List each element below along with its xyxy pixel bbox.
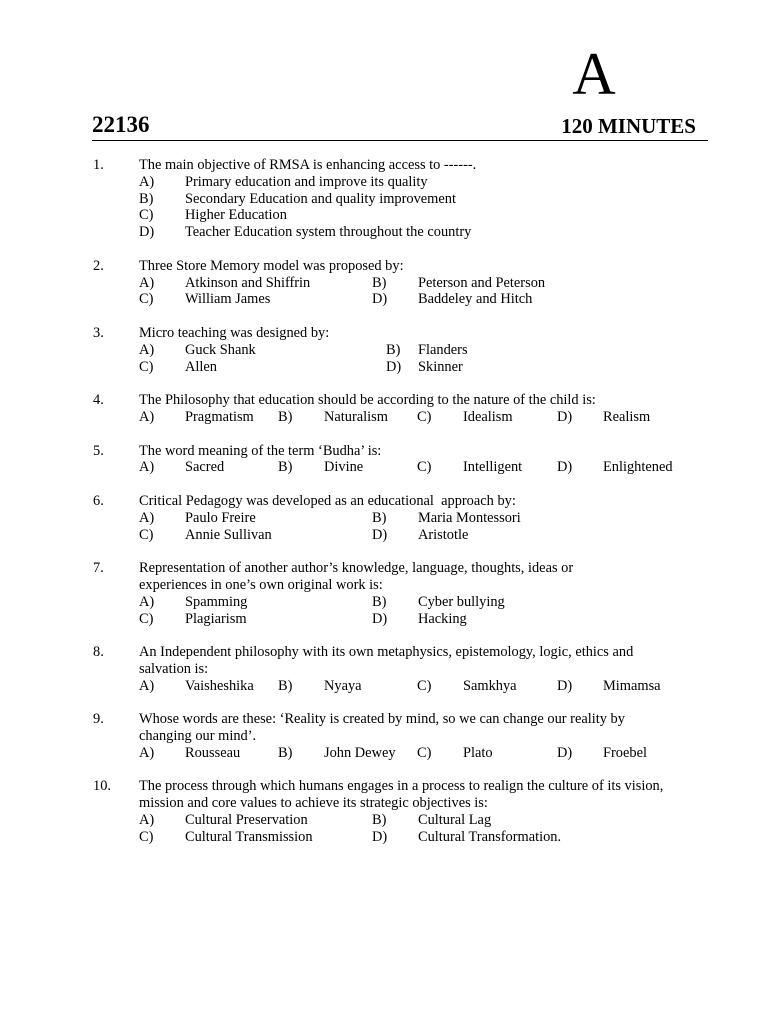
question-5 xyxy=(93,443,713,477)
question-number: 5. xyxy=(93,442,104,459)
option-row xyxy=(93,812,713,829)
option-text: Nyaya xyxy=(324,677,362,694)
option-row xyxy=(93,510,713,527)
question-booklet-series: A xyxy=(572,41,616,107)
option-letter: B) xyxy=(372,593,387,610)
option-text: Maria Montessori xyxy=(418,509,521,526)
question-number: 1. xyxy=(93,157,104,173)
option-letter: C) xyxy=(139,358,154,375)
option-text: Pragmatism xyxy=(185,408,254,425)
exam-duration: 120 MINUTES xyxy=(561,114,696,138)
option-letter: D) xyxy=(557,677,573,694)
option-letter: D) xyxy=(372,610,388,627)
option-text: Skinner xyxy=(418,358,463,375)
option-row xyxy=(93,678,713,695)
option-text: Paulo Freire xyxy=(185,509,256,526)
question-number: 3. xyxy=(93,324,104,341)
option-row xyxy=(93,459,713,476)
option-text: Idealism xyxy=(463,408,513,425)
option-row xyxy=(93,191,713,208)
option-row xyxy=(93,359,713,376)
question-text: The main objective of RMSA is enhancing access to ------. xyxy=(139,157,477,173)
option-text: Sacred xyxy=(185,459,225,476)
question-text: Three Store Memory model was proposed by: xyxy=(139,257,404,274)
option-letter: B) xyxy=(372,274,387,291)
question-6 xyxy=(93,493,713,543)
question-number: 9. xyxy=(93,711,104,728)
option-text: Cultural Lag xyxy=(418,812,492,829)
option-row xyxy=(93,611,713,628)
option-letter: B) xyxy=(278,408,293,425)
option-letter: B) xyxy=(278,677,293,694)
option-text: Higher Education xyxy=(185,207,287,224)
option-text: Teacher Education system throughout the country xyxy=(185,224,472,241)
option-letter: C) xyxy=(139,828,154,845)
option-text: Enlightened xyxy=(603,459,673,476)
question-number: 10. xyxy=(93,778,111,795)
option-text: Allen xyxy=(185,358,217,375)
option-letter: B) xyxy=(386,341,401,358)
option-text: Guck Shank xyxy=(185,341,256,358)
question-7 xyxy=(93,560,713,627)
option-letter: A) xyxy=(139,274,155,291)
option-letter: C) xyxy=(139,610,154,627)
option-letter: B) xyxy=(278,744,293,761)
option-text: Froebel xyxy=(603,744,647,761)
option-text: Cyber bullying xyxy=(418,593,505,610)
option-letter: D) xyxy=(557,459,573,476)
option-letter: A) xyxy=(139,677,155,694)
option-row xyxy=(93,829,713,846)
option-text: Cultural Preservation xyxy=(185,812,308,829)
question-8 xyxy=(93,644,713,694)
question-number: 7. xyxy=(93,560,104,577)
option-text: Atkinson and Shiffrin xyxy=(185,274,311,291)
question-9 xyxy=(93,711,713,761)
question-text: Whose words are these: ‘Reality is created by mind, so we can change our reality by changing our mind’. xyxy=(139,711,625,745)
option-text: John Dewey xyxy=(324,744,396,761)
question-number: 4. xyxy=(93,392,104,409)
option-letter: C) xyxy=(417,408,432,425)
question-paper-code: 22136 xyxy=(92,112,150,137)
option-text: Realism xyxy=(603,408,651,425)
question-4 xyxy=(93,392,713,426)
option-letter: A) xyxy=(139,593,155,610)
option-row xyxy=(93,409,713,426)
option-letter: C) xyxy=(139,207,154,224)
question-2 xyxy=(93,258,713,308)
option-text: Aristotle xyxy=(418,526,469,543)
option-text: Cultural Transmission xyxy=(185,828,313,845)
option-row xyxy=(93,224,713,241)
question-text: The word meaning of the term ‘Budha’ is: xyxy=(139,442,382,459)
option-letter: A) xyxy=(139,341,155,358)
question-text: Micro teaching was designed by: xyxy=(139,324,330,341)
option-letter: B) xyxy=(278,459,293,476)
question-1 xyxy=(93,157,713,241)
option-row xyxy=(93,527,713,544)
option-letter: D) xyxy=(386,358,402,375)
option-letter: A) xyxy=(139,812,155,829)
question-number: 8. xyxy=(93,644,104,661)
option-row xyxy=(93,342,713,359)
option-letter: D) xyxy=(557,744,573,761)
option-row xyxy=(93,174,713,191)
option-text: Samkhya xyxy=(463,677,517,694)
option-letter: D) xyxy=(557,408,573,425)
option-text: Vaisheshika xyxy=(185,677,254,694)
option-row xyxy=(93,275,713,292)
option-letter: A) xyxy=(139,173,155,190)
option-row xyxy=(93,291,713,308)
option-letter: C) xyxy=(139,291,154,308)
header-divider xyxy=(92,140,708,141)
option-text: Primary education and improve its quality xyxy=(185,173,428,190)
question-list xyxy=(93,157,713,862)
question-text: The process through which humans engages in a process to realign the culture of its vision, mission and core values to achieve its strategic objectives is: xyxy=(139,778,664,812)
question-number: 6. xyxy=(93,492,104,509)
option-text: Divine xyxy=(324,459,364,476)
option-text: Cultural Transformation. xyxy=(418,828,562,845)
option-letter: A) xyxy=(139,509,155,526)
option-text: Mimamsa xyxy=(603,677,661,694)
question-text: An Independent philosophy with its own metaphysics, epistemology, logic, ethics and salvation is: xyxy=(139,644,634,677)
question-3 xyxy=(93,325,713,375)
option-text: Spamming xyxy=(185,593,248,610)
question-number: 2. xyxy=(93,257,104,274)
option-text: Hacking xyxy=(418,610,467,627)
option-letter: C) xyxy=(417,744,432,761)
option-letter: D) xyxy=(372,291,388,308)
option-letter: B) xyxy=(372,509,387,526)
option-row xyxy=(93,594,713,611)
option-text: Flanders xyxy=(418,341,468,358)
option-text: Intelligent xyxy=(463,459,523,476)
option-letter: C) xyxy=(139,526,154,543)
option-letter: B) xyxy=(372,812,387,829)
option-text: Plagiarism xyxy=(185,610,247,627)
question-text: The Philosophy that education should be according to the nature of the child is: xyxy=(139,392,596,409)
option-letter: D) xyxy=(372,828,388,845)
option-text: Secondary Education and quality improvement xyxy=(185,190,456,207)
option-row xyxy=(93,745,713,762)
option-letter: D) xyxy=(372,526,388,543)
question-text: Representation of another author’s knowledge, language, thoughts, ideas or experiences in one’s own original work is: xyxy=(139,560,574,593)
option-letter: D) xyxy=(139,224,155,241)
option-text: William James xyxy=(185,291,271,308)
option-letter: C) xyxy=(417,677,432,694)
option-text: Peterson and Peterson xyxy=(418,274,546,291)
option-text: Annie Sullivan xyxy=(185,526,272,543)
option-text: Plato xyxy=(463,744,493,761)
option-letter: C) xyxy=(417,459,432,476)
option-row xyxy=(93,207,713,224)
question-text: Critical Pedagogy was developed as an educational approach by: xyxy=(139,492,516,509)
question-10 xyxy=(93,778,713,845)
option-letter: A) xyxy=(139,744,155,761)
option-letter: A) xyxy=(139,459,155,476)
option-text: Rousseau xyxy=(185,744,241,761)
option-letter: A) xyxy=(139,408,155,425)
option-letter: B) xyxy=(139,190,154,207)
option-text: Baddeley and Hitch xyxy=(418,291,533,308)
option-text: Naturalism xyxy=(324,408,388,425)
